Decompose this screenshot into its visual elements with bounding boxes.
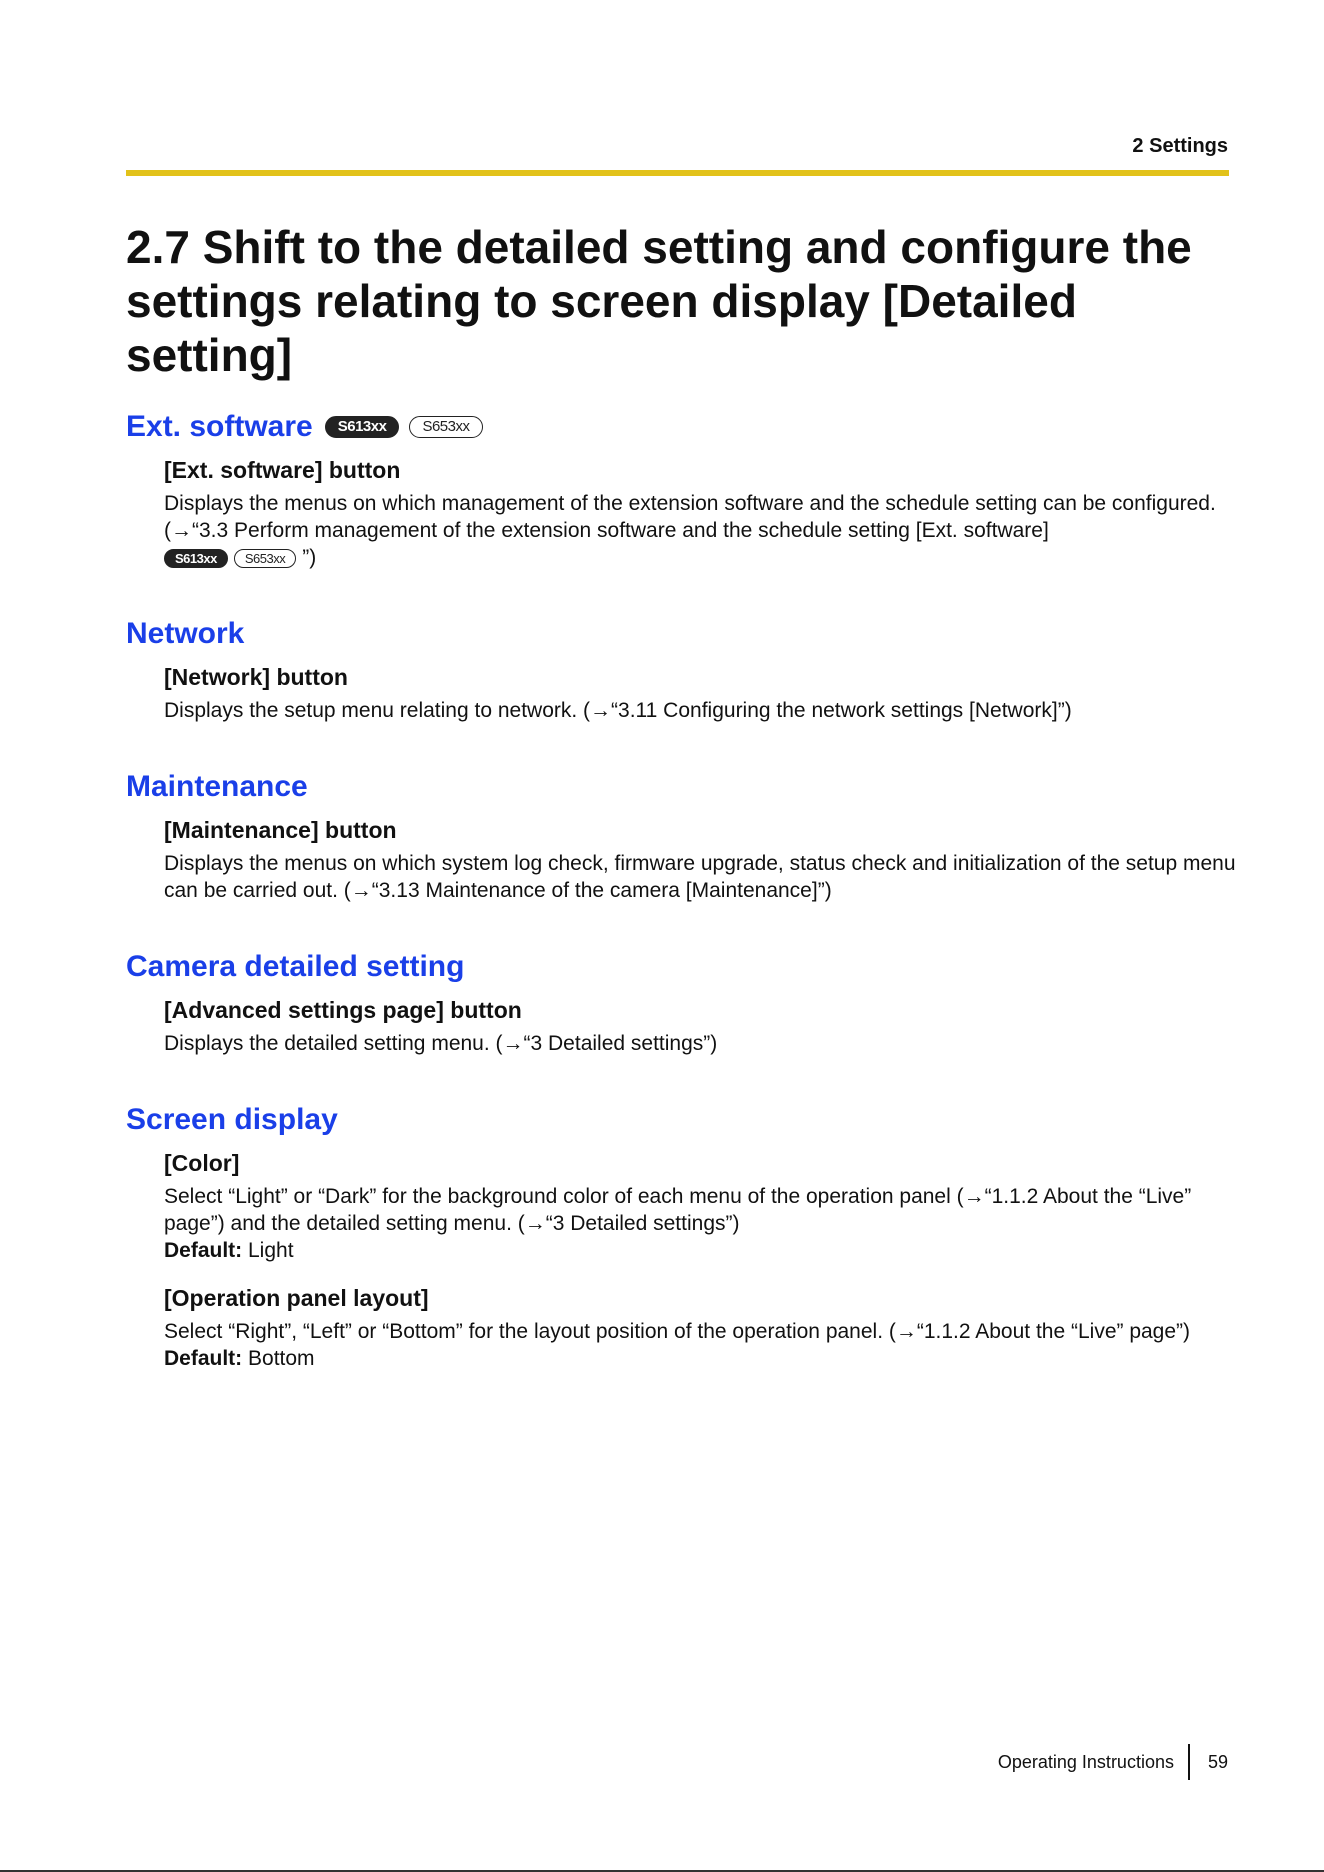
model-badge-s653xx: S653xx — [409, 416, 482, 438]
section-heading — [126, 768, 1236, 806]
page-title: 2.7 Shift to the detailed setting and configure the settings relating to screen display [Detailed setting] — [126, 221, 1192, 381]
default-label: Default: — [164, 1239, 243, 1262]
default-value: Light — [242, 1239, 294, 1262]
item-title: [Color] — [164, 1150, 240, 1176]
item-title: [Operation panel layout] — [164, 1285, 429, 1311]
item-body-text: Select “Light” or “Dark” for the background color of each menu of the operation panel (→“1.1.2 About the “Live” page”) and the detailed setting menu. (→“3 Detailed settings”) — [164, 1185, 1192, 1235]
model-badge-s613xx: S613xx — [325, 416, 400, 438]
section-heading-text: Camera detailed setting — [126, 950, 465, 983]
item-body — [164, 1318, 1236, 1372]
item-operation-panel-layout — [164, 1284, 1236, 1372]
item-title: [Advanced settings page] button — [164, 997, 522, 1023]
item-title: [Maintenance] button — [164, 817, 397, 843]
section-ext-software — [126, 408, 1236, 591]
model-badge-s653xx-inline: S653xx — [234, 549, 296, 568]
footer-page-number: 59 — [1207, 1751, 1228, 1772]
default-value: Bottom — [242, 1347, 315, 1370]
model-badge-s613xx-inline: S613xx — [164, 549, 228, 568]
page-footer — [998, 1744, 1228, 1780]
footer-divider — [1188, 1744, 1190, 1780]
item-advanced-settings-button — [164, 996, 1236, 1057]
item-body-text: Select “Right”, “Left” or “Bottom” for the layout position of the operation panel. (→“1.1.2 About the “Live” page”) — [164, 1320, 1191, 1343]
item-body: Displays the setup menu relating to network. (→“3.11 Configuring the network settings [Network]”) — [164, 699, 1072, 722]
section-screen-display — [126, 1101, 1236, 1392]
item-body — [164, 1183, 1236, 1264]
footer-doc-name: Operating Instructions — [997, 1751, 1174, 1772]
item-title: [Ext. software] button — [164, 457, 401, 483]
section-heading-text: Screen display — [126, 1103, 338, 1136]
section-camera-detailed-setting — [126, 948, 1236, 1077]
item-color — [164, 1149, 1236, 1264]
item-title: [Network] button — [164, 664, 348, 690]
section-heading — [126, 948, 1236, 986]
section-heading — [126, 408, 1236, 446]
item-body: Displays the menus on which system log check, firmware upgrade, status check and initialization of the setup menu can be carried out. (→“3.13 Maintenance of the camera [Maintenance]”) — [164, 852, 1236, 902]
section-network — [126, 615, 1236, 744]
section-heading — [126, 1101, 1236, 1139]
default-label: Default: — [164, 1347, 243, 1370]
item-body: Displays the detailed setting menu. (→“3 Detailed settings”) — [164, 1032, 718, 1055]
item-body-text: Displays the menus on which management of the extension software and the schedule setting can be configured. (→“3.3 Perform management of the extension software and the schedule setting [Ext. software] — [164, 492, 1216, 542]
chapter-label: 2 Settings — [1132, 135, 1228, 157]
section-heading-text: Ext. software — [126, 410, 313, 443]
header-rule — [126, 170, 1229, 176]
item-maintenance-button — [164, 816, 1236, 904]
section-heading-text: Maintenance — [126, 770, 308, 803]
section-heading-text: Network — [126, 617, 245, 650]
item-body-end: ”) — [302, 546, 317, 569]
item-network-button — [164, 663, 1236, 724]
section-maintenance — [126, 768, 1236, 924]
item-body — [164, 490, 1236, 571]
item-ext-software-button — [164, 456, 1236, 571]
section-heading — [126, 615, 1236, 653]
